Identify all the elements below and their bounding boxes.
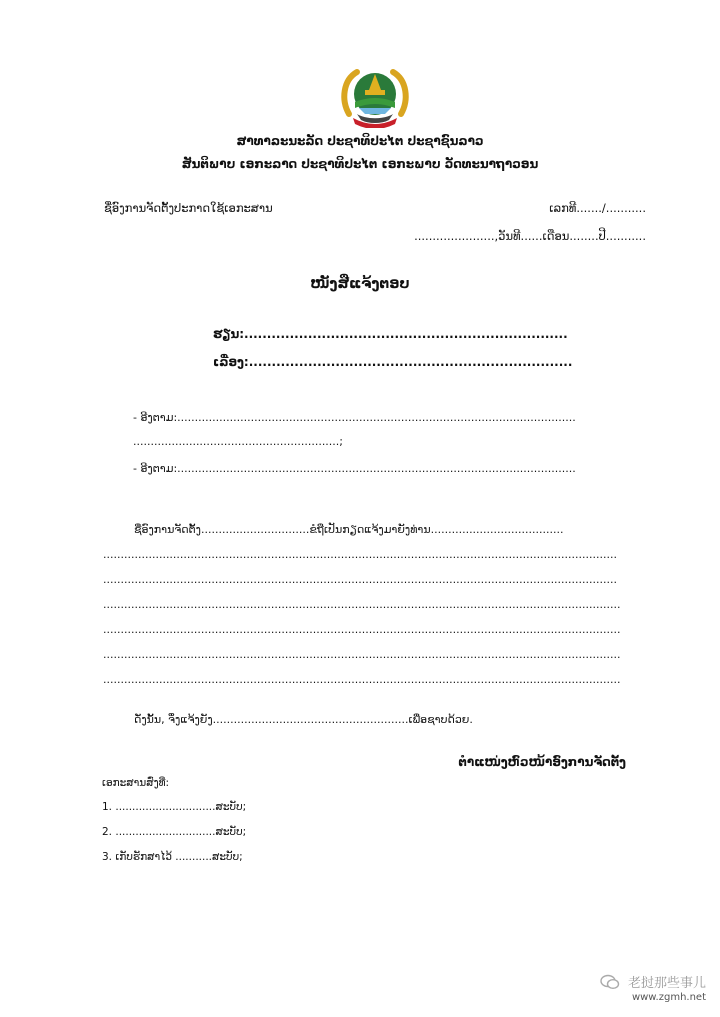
country-motto: ສັນຕິພາບ ເອກະລາດ ປະຊາທິປະໄຕ ເອກະພາບ ວັດທະນາຖາວອນ — [181, 157, 539, 171]
cc-item: 3. ເກັບຮັກສາໄວ້ ...........ສະບັບ; — [102, 851, 243, 863]
lao-national-emblem-icon — [339, 64, 411, 128]
country-name: ສາທາລະນະລັດ ປະຊາທິປະໄຕ ປະຊາຊົນລາວ — [236, 134, 484, 148]
addressee-line: ຮຽນ:....................................................................... — [213, 327, 568, 341]
body-line: .................................................................................................................................................... — [103, 598, 621, 611]
body-line: .................................................................................................................................................... — [103, 648, 621, 661]
watermark-text: 老挝那些事儿 — [627, 976, 706, 991]
closing-line: ດັ່ງນັ້ນ, ຈຶ່ງແຈ້ງຍັງ........................................................ເພື່ອຊາບດ້ວຍ. — [134, 713, 473, 726]
document-date: ......................,ວັນທີ......ເດືອນ........ປີ........... — [414, 229, 646, 243]
cc-item: 1. ..............................ສະບັບ; — [102, 801, 247, 813]
body-line: .................................................................................................................................................... — [103, 623, 621, 636]
body-intro: ຊື່ອົງການຈັດຕັ້ງ...............................ຂໍຖືເປັນກຽດແຈ້ງມາຍັງທ່ານ...................................... — [134, 523, 564, 536]
body-line: ................................................................................................................................................... — [103, 548, 617, 561]
document-title: ໜັງສືແຈ້ງຕອບ — [310, 276, 410, 292]
watermark-url: www.zgmh.net — [631, 992, 706, 1003]
cc-item: 2. ..............................ສະບັບ; — [102, 826, 247, 838]
org-name-label: ຊື່ອົງການຈັດຕັ້ງປະກາດໃຊ້ເອກະສານ — [104, 201, 273, 215]
reference-1-continued: ...........................................................; — [133, 435, 344, 448]
body-line: ................................................................................................................................................... — [103, 573, 617, 586]
signatory-title: ຕໍາແໜ່ງຫົວໜ້າອົງການຈັດຕັ້ງ — [458, 755, 626, 769]
subject-line: ເລື່ອງ:....................................................................... — [213, 355, 573, 369]
document-number: ເລກທີ......./........... — [549, 201, 646, 215]
body-line: .................................................................................................................................................... — [103, 673, 621, 686]
reference-1: - ອີງຕາມ:.................................................................................................................. — [133, 411, 576, 424]
wechat-icon — [600, 974, 620, 994]
watermark — [600, 972, 706, 994]
reference-2: - ອີງຕາມ:.................................................................................................................. — [133, 462, 576, 475]
cc-label: ເອກະສານສົ່ງທີ່: — [102, 777, 170, 789]
